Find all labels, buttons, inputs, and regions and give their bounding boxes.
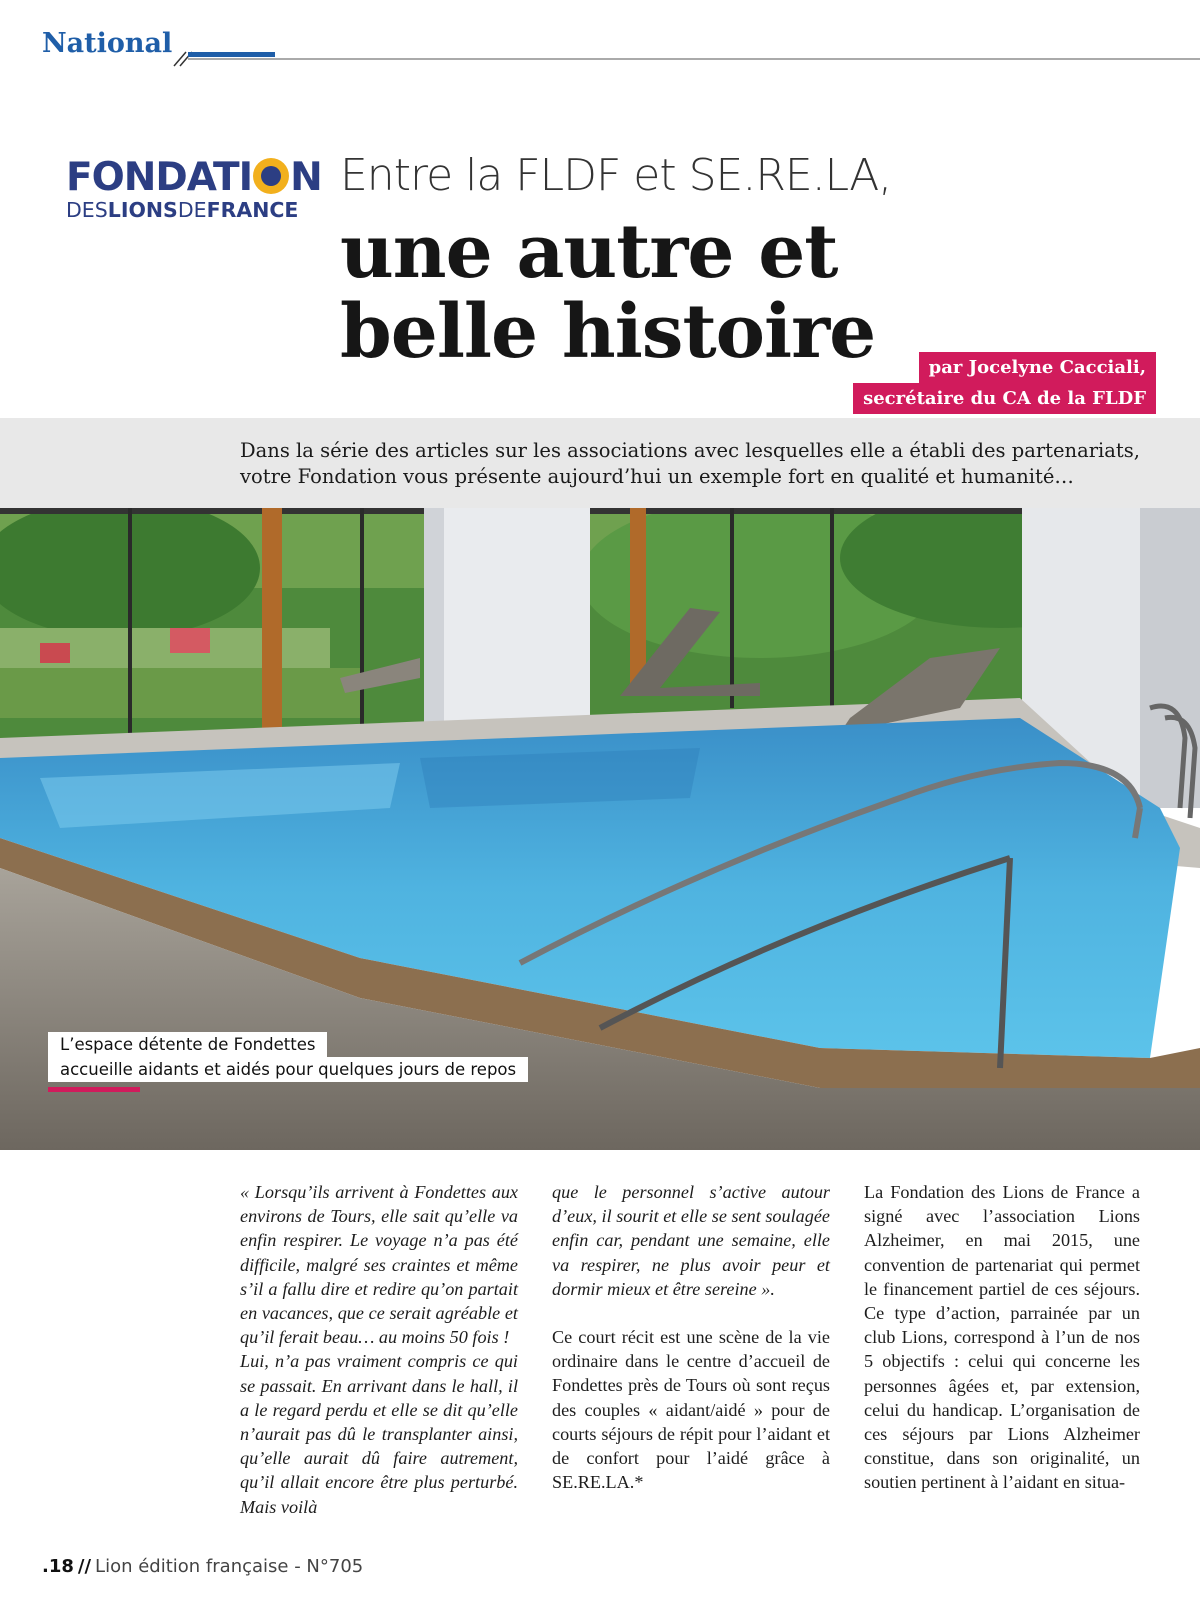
byline-role: secrétaire du CA de la FLDF: [853, 383, 1156, 414]
article-headline: une autre et belle histoire: [340, 209, 876, 375]
column-1: [240, 1180, 518, 1519]
photo-caption: L’espace détente de Fondettes accueille aidants et aidés pour quelques jours de repos: [48, 1032, 528, 1082]
fondation-logo: FONDATI N DESLIONSDEFRANCE: [66, 155, 322, 222]
footer-separator: //: [77, 1556, 92, 1577]
column-3: [864, 1180, 1140, 1495]
column-2-paragraph-2: Ce court récit est une scène de la vie ordinaire dans le centre d’accueil de Fondettes près de Tours où sont reçus des couples « aidant/aidé » pour de courts séjours de répit pour l’aidant et de confort pour l’aidé grâce à SE.RE.LA.*: [552, 1327, 830, 1493]
article-kicker: Entre la FLDF et SE.RE.LA,: [340, 150, 892, 201]
byline-author: par Jocelyne Cacciali,: [919, 352, 1156, 383]
intro-text: Dans la série des articles sur les associations avec lesquelles elle a établi des partenariats, votre Fondation vous présente aujourd’hui un exemple fort en qualité et humanité…: [240, 439, 1140, 488]
lions-emblem-icon: [253, 158, 289, 194]
column-1-paragraph-2: Lui, n’a pas vraiment compris ce qui se passait. En arrivant dans le hall, il a le regard perdu et elle se dit qu’elle n’aurait pas dû le transplanter ainsi, qu’elle aurait dû faire autrement, qu’il allait encore être plus perturbé. Mais voilà: [240, 1351, 518, 1517]
publication-name: Lion édition française - N°705: [95, 1556, 364, 1577]
section-label: National: [42, 28, 173, 59]
page-number: .18: [42, 1556, 74, 1577]
column-1-paragraph-1: « Lorsqu’ils arrivent à Fondettes aux environs de Tours, elle sait qu’elle va enfin respirer. Le voyage n’a pas été difficile, malgré ses craintes et même s’il a fallu dire et redire qu’on partait en vacances, que ce serait agréable et qu’il ferait beau… au moins 50 fois !: [240, 1182, 518, 1348]
column-3-paragraph-1: La Fondation des Lions de France a signé avec l’association Lions Alzheimer, en mai 2015, une convention de partenariat qui permet le financement partiel de ces séjours. Ce type d’action, parrainée par un club Lions, correspond à l’un de nos 5 objectifs : celui qui concerne les personnes âgées et, par extension, celui du handicap. L’organisation de ces séjours par Lions Alzheimer constitue, dans son originalité, un soutien pertinent à l’aidant en situa-: [864, 1182, 1140, 1493]
column-2-paragraph-1: que le personnel s’active autour d’eux, il sourit et elle se sent soulagée enfin car, pendant une semaine, elle va respirer, ne plus avoir peur et dormir mieux et être sereine ».: [552, 1182, 830, 1299]
header-rule: [172, 40, 1200, 80]
byline: [853, 352, 1156, 414]
page-footer: [42, 1556, 363, 1577]
caption-accent-bar: [48, 1087, 140, 1092]
column-2: [552, 1180, 830, 1494]
